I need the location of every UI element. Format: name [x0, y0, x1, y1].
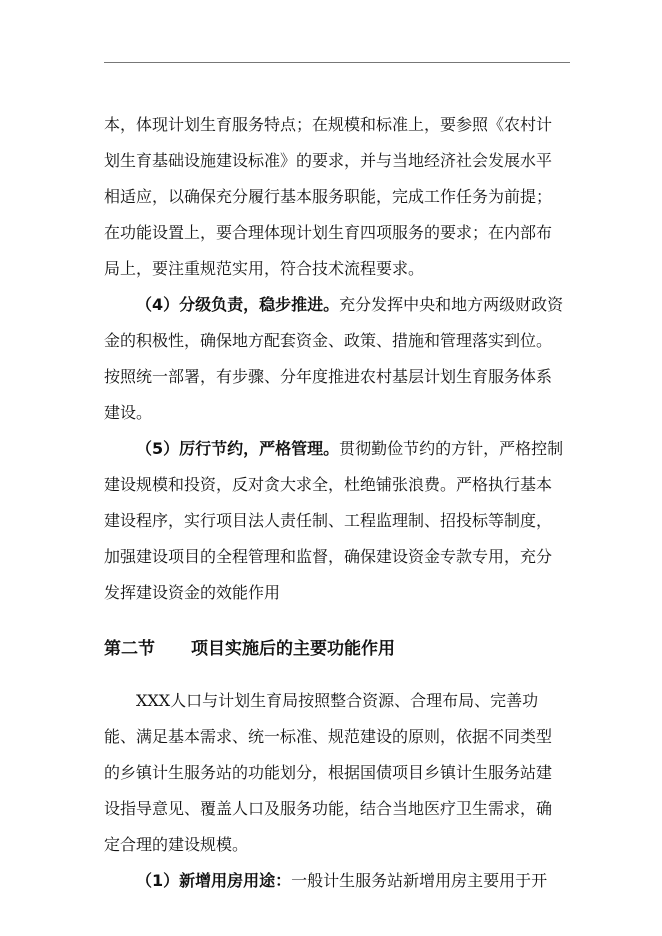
item-4-body: 充分发挥中央和地方两级财政资金的积极性，确保地方配套资金、政策、措施和管理落实到位。按照统一部署，有步骤、分年度推进农村基层计划生育服务体系建设。: [104, 295, 564, 422]
item-5-lead: （5）厉行节约，严格管理。: [136, 439, 340, 458]
paragraph-item-5: [104, 431, 566, 611]
section-heading: [104, 631, 566, 667]
section-title: 项目实施后的主要功能作用: [191, 639, 395, 659]
item-1-lead: （1）新增用房用途：: [136, 871, 292, 890]
paragraph-intro: XXX人口与计划生育局按照整合资源、合理布局、完善功能、满足基本需求、统一标准、规范建设的原则，依据不同类型的乡镇计生服务站的功能划分，根据国债项目乡镇计生服务站建设指导意见、覆盖人口及服务功能，结合当地医疗卫生需求，确定合理的建设规模。: [104, 691, 553, 854]
item-5-body: 贯彻勤俭节约的方针，严格控制建设规模和投资，反对贪大求全，杜绝铺张浪费。严格执行基本建设程序，实行项目法人责任制、工程监理制、招投标等制度，加强建设项目的全程管理和监督，确保建设资金专款专用，充分发挥建设资金的效能作用: [104, 439, 564, 602]
paragraph-item-4: [104, 287, 566, 431]
item-4-lead: （4）分级负责，稳步推进。: [136, 295, 340, 314]
page-content: [104, 107, 566, 899]
paragraph-continuation: 本，体现计划生育服务特点；在规模和标准上，要参照《农村计划生育基础设施建设标准》的要求，并与当地经济社会发展水平相适应，以确保充分履行基本服务职能，完成工作任务为前提；在功能设置上，要合理体现计划生育四项服务的要求；在内部布局上，要注重规范实用，符合技术流程要求。: [104, 115, 553, 278]
section-number: 第二节: [104, 639, 155, 659]
item-1-body: 一般计生服务站新增用房主要用于开: [291, 871, 548, 890]
paragraph-item-1: [104, 863, 566, 899]
header-rule: [104, 62, 570, 63]
